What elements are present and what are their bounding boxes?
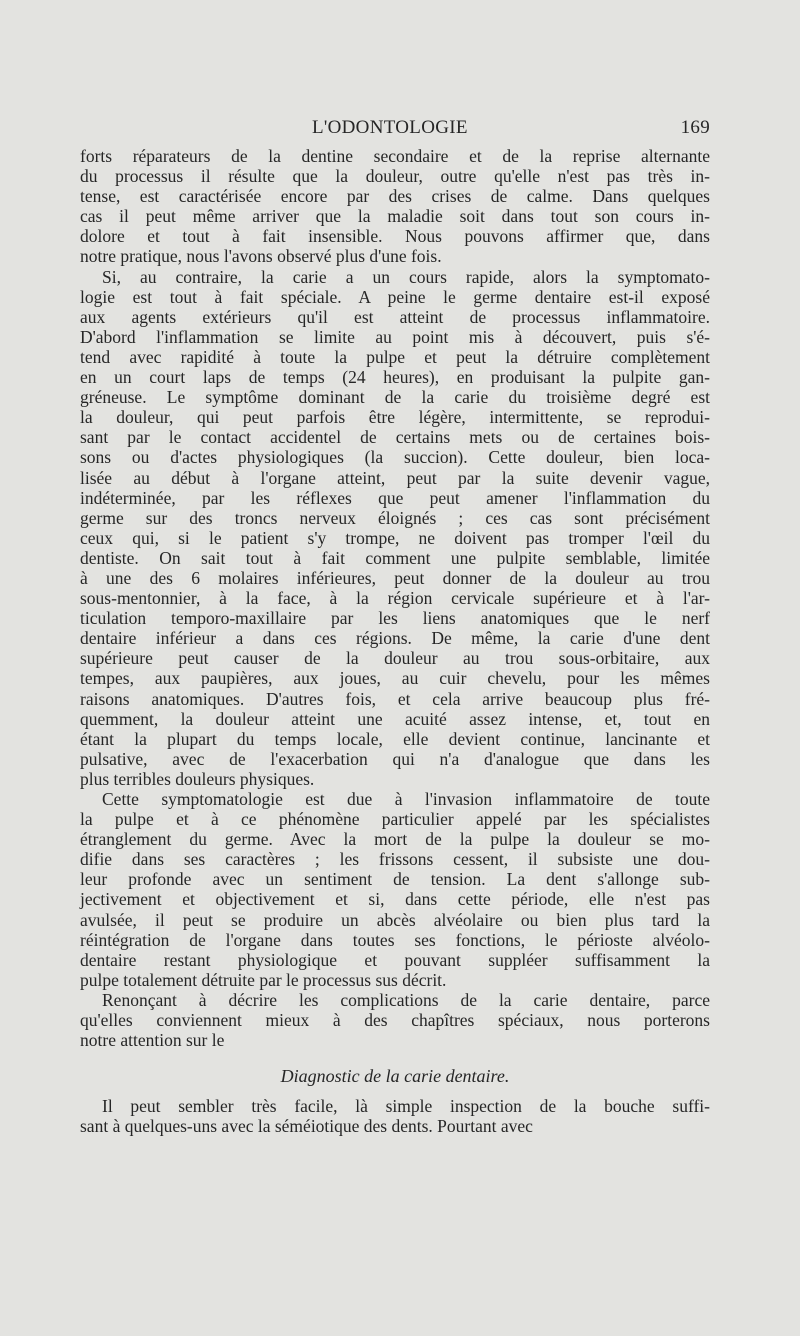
text-line: sant à quelques-uns avec la séméiotique des dents. Pourtant avec	[80, 1116, 533, 1137]
closing-paragraph	[80, 1096, 710, 1136]
text-line: sant par le contact accidentel de certains mets ou de certaines bois-	[80, 427, 710, 448]
text-line: sous-mentonnier, à la face, à la région cervicale supérieure et à l'ar-	[80, 588, 710, 609]
text-line: supérieure peut causer de la douleur au trou sous-orbitaire, aux	[80, 648, 710, 669]
text-line: étranglement du germe. Avec la mort de la pulpe la douleur se mo-	[80, 829, 710, 850]
text-line: ceux qui, si le patient s'y trompe, ne doivent pas tromper l'œil du	[80, 527, 710, 548]
text-line: tense, est caractérisée encore par des crises de calme. Dans quelques	[80, 186, 710, 207]
text-line: la douleur, qui peut parfois être légère, intermittente, se reprodui-	[80, 407, 710, 428]
text-line: dentaire restant physiologique et pouvant suppléer suffisamment la	[80, 949, 710, 970]
text-line: notre pratique, nous l'avons observé plus d'une fois.	[80, 246, 442, 267]
text-line: lisée au début à l'organe atteint, peut par la suite devenir vague,	[80, 467, 710, 488]
text-line: avulsée, il peut se produire un abcès alvéolaire ou bien plus tard la	[80, 909, 710, 930]
section-heading: Diagnostic de la carie dentaire.	[280, 1066, 510, 1087]
text-line: dentiste. On sait tout à fait comment une pulpite semblable, limitée	[80, 547, 710, 568]
text-line: la pulpe et à ce phénomène particulier appelé par les spécialistes	[80, 809, 710, 830]
text-line: raisons anatomiques. D'autres fois, et cela arrive beaucoup plus fré-	[80, 688, 710, 709]
text-line: gréneuse. Le symptôme dominant de la carie du troisième degré est	[80, 387, 710, 408]
text-line: logie est tout à fait spéciale. A peine le germe dentaire est-il exposé	[80, 286, 710, 307]
text-line: leur profonde avec un sentiment de tension. La dent s'allonge sub-	[80, 869, 710, 890]
text-line: tempes, aux paupières, aux joues, au cuir chevelu, pour les mêmes	[80, 668, 710, 689]
text-line: Il peut sembler très facile, là simple inspection de la bouche suffi-	[102, 1096, 710, 1117]
paragraph-2	[80, 267, 710, 789]
text-line: réintégration de l'organe dans toutes ses fonctions, le périoste alvéolo-	[80, 929, 710, 950]
text-line: Cette symptomatologie est due à l'invasion inflammatoire de toute	[102, 789, 710, 809]
paragraph-4	[80, 990, 710, 1050]
paragraph-1	[80, 146, 710, 267]
text-line: étant la plupart du temps locale, elle devient continue, lancinante et	[80, 728, 710, 749]
text-line: plus terribles douleurs physiques.	[80, 768, 315, 789]
running-title: L'ODONTOLOGIE	[312, 117, 468, 138]
text-line: en un court laps de temps (24 heures), en produisant la pulpite gan-	[80, 367, 710, 388]
paragraph-3	[80, 789, 710, 990]
text-line: cas il peut même arriver que la maladie soit dans tout son cours in-	[80, 206, 710, 227]
text-line: Si, au contraire, la carie a un cours rapide, alors la symptomato-	[102, 266, 710, 287]
text-line: pulpe totalement détruite par le processus sus décrit.	[80, 969, 447, 990]
text-line: à une des 6 molaires inférieures, peut donner de la douleur au trou	[80, 567, 710, 588]
text-line: du processus il résulte que la douleur, outre qu'elle n'est pas très in-	[80, 166, 710, 187]
text-line: notre attention sur le	[80, 1030, 225, 1051]
body-text	[80, 146, 710, 1137]
text-line: indéterminée, par les réflexes que peut amener l'inflammation du	[80, 487, 710, 508]
page-number: 169	[680, 117, 710, 138]
text-line: dentaire inférieur a dans ces régions. De même, la carie d'une dent	[80, 628, 710, 649]
text-line: pulsative, avec de l'exacerbation qui n'a d'analogue que dans les	[80, 748, 710, 769]
text-line: Renonçant à décrire les complications de la carie dentaire, parce	[102, 989, 710, 1010]
text-line: difie dans ses caractères ; les frissons cessent, il subsiste une dou-	[80, 849, 710, 870]
text-line: forts réparateurs de la dentine secondaire et de la reprise alternante	[80, 146, 710, 166]
page-header	[80, 117, 710, 145]
text-line: dolore et tout à fait insensible. Nous pouvons affirmer que, dans	[80, 226, 710, 247]
text-line: aux agents extérieurs qu'il est atteint de processus inflammatoire.	[80, 306, 710, 327]
text-line: quemment, la douleur atteint une acuité assez intense, et, tout en	[80, 708, 710, 729]
text-line: qu'elles conviennent mieux à des chapîtres spéciaux, nous porterons	[80, 1010, 710, 1031]
text-line: sons ou d'actes physiologiques (la succion). Cette douleur, bien loca-	[80, 447, 710, 468]
text-line: jectivement et objectivement et si, dans cette période, elle n'est pas	[80, 889, 710, 910]
text-line: ticulation temporo-maxillaire par les liens anatomiques que le nerf	[80, 608, 710, 629]
text-line: tend avec rapidité à toute la pulpe et peut la détruire complètement	[80, 346, 710, 367]
text-line: D'abord l'inflammation se limite au point mis à découvert, puis s'é-	[80, 326, 710, 347]
text-line: germe sur des troncs nerveux éloignés ; ces cas sont précisément	[80, 507, 710, 528]
